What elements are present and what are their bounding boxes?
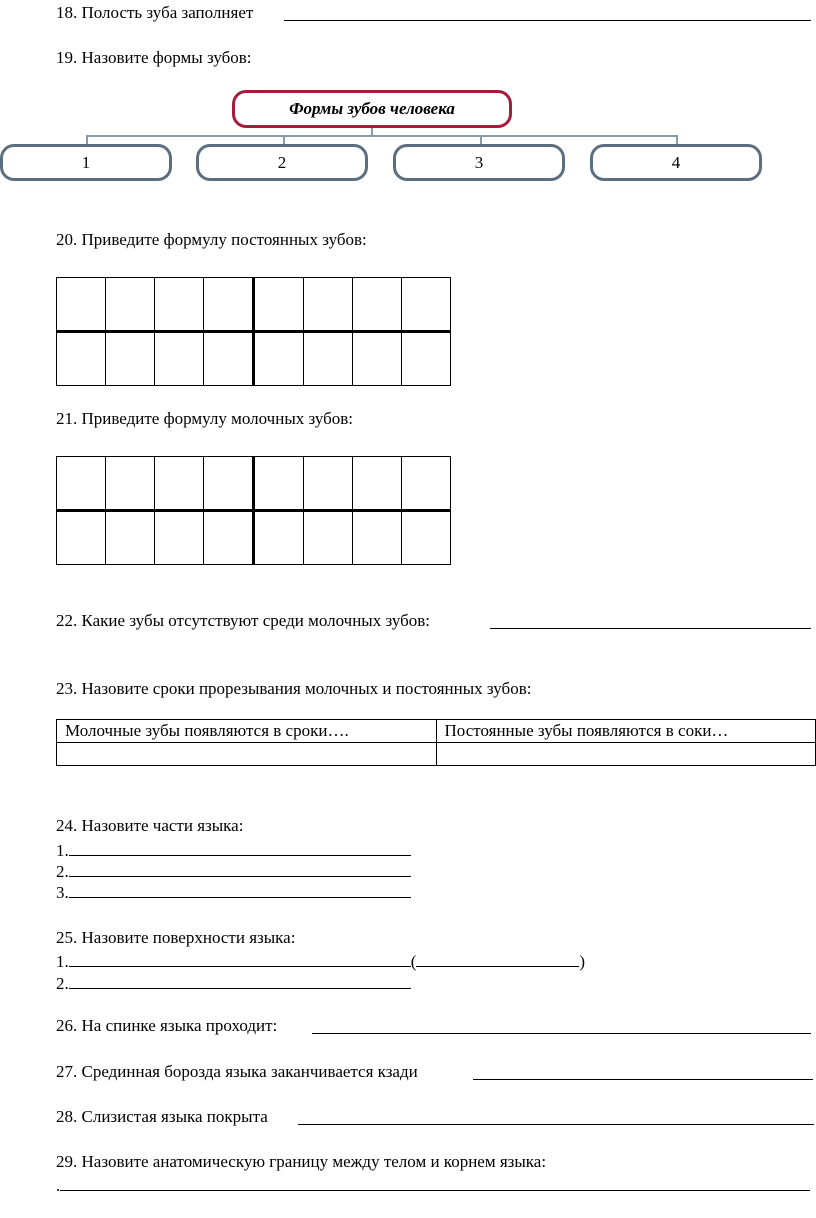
grid-cell[interactable] xyxy=(57,511,106,565)
paren-open: ( xyxy=(410,952,417,971)
grid-cell[interactable] xyxy=(254,332,304,386)
grid-cell[interactable] xyxy=(204,457,254,511)
grid-cell[interactable] xyxy=(155,332,204,386)
grid-cell[interactable] xyxy=(57,457,106,511)
question-19-text: 19. Назовите формы зубов: xyxy=(56,48,252,67)
grid-cell[interactable] xyxy=(353,332,402,386)
grid-cell[interactable] xyxy=(204,332,254,386)
form-box-3[interactable]: 3 xyxy=(393,144,565,181)
grid-cell[interactable] xyxy=(106,278,155,332)
question-28-text: 28. Слизистая языка покрыта xyxy=(56,1107,268,1126)
form-box-4[interactable]: 4 xyxy=(590,144,762,181)
grid-cell[interactable] xyxy=(304,332,353,386)
item-number: 3. xyxy=(56,883,69,902)
grid-cell[interactable] xyxy=(304,511,353,565)
question-29-text: 29. Назовите анатомическую границу между телом и корнем языка: xyxy=(56,1152,547,1171)
diagram-title-box: Формы зубов человека xyxy=(232,90,512,128)
connector-horizontal xyxy=(86,135,678,137)
grid-cell[interactable] xyxy=(106,457,155,511)
question-21-text: 21. Приведите формулу молочных зубов: xyxy=(56,409,354,428)
table-header-permanent: Постоянные зубы появляются в соки… xyxy=(436,720,816,743)
answer-line[interactable] xyxy=(69,861,411,877)
answer-line[interactable] xyxy=(69,840,411,856)
eruption-terms-table xyxy=(56,719,816,766)
list-item xyxy=(56,973,411,994)
grid-cell[interactable] xyxy=(106,332,155,386)
item-number: 1. xyxy=(56,841,69,860)
answer-line-22[interactable] xyxy=(490,628,811,629)
permanent-teeth-formula-grid[interactable] xyxy=(56,277,451,386)
grid-cell[interactable] xyxy=(155,511,204,565)
grid-cell[interactable] xyxy=(304,278,353,332)
grid-cell[interactable] xyxy=(402,278,451,332)
grid-cell[interactable] xyxy=(353,511,402,565)
answer-line-27[interactable] xyxy=(473,1079,813,1080)
list-item xyxy=(56,951,585,972)
table-cell-permanent-answer[interactable] xyxy=(436,743,816,766)
grid-cell[interactable] xyxy=(204,511,254,565)
answer-prefix: . xyxy=(56,1176,61,1195)
item-number: 1. xyxy=(56,952,69,971)
question-18 xyxy=(56,3,253,23)
list-item xyxy=(56,861,411,882)
question-23-text: 23. Назовите сроки прорезывания молочных и постоянных зубов: xyxy=(56,679,532,698)
grid-cell[interactable] xyxy=(155,457,204,511)
answer-line[interactable] xyxy=(69,973,411,989)
answer-line-18[interactable] xyxy=(284,20,811,21)
list-item xyxy=(56,840,411,861)
question-27-text: 27. Срединная борозда языка заканчивается кзади xyxy=(56,1062,418,1081)
grid-cell[interactable] xyxy=(353,278,402,332)
question-26-text: 26. На спинке языка проходит: xyxy=(56,1016,278,1035)
grid-cell[interactable] xyxy=(402,511,451,565)
grid-cell[interactable] xyxy=(155,278,204,332)
list-item xyxy=(56,882,411,903)
grid-cell[interactable] xyxy=(204,278,254,332)
answer-line-28[interactable] xyxy=(298,1124,814,1125)
grid-cell[interactable] xyxy=(304,457,353,511)
paren-close: ) xyxy=(579,952,586,971)
table-header-milk: Молочные зубы появляются в сроки…. xyxy=(57,720,437,743)
question-22-text: 22. Какие зубы отсутствуют среди молочных зубов: xyxy=(56,611,431,630)
grid-cell[interactable] xyxy=(254,278,304,332)
question-25-text: 25. Назовите поверхности языка: xyxy=(56,928,296,947)
item-number: 2. xyxy=(56,862,69,881)
grid-cell[interactable] xyxy=(402,457,451,511)
question-24-text: 24. Назовите части языка: xyxy=(56,816,244,835)
question-20-text: 20. Приведите формулу постоянных зубов: xyxy=(56,230,367,249)
answer-line-26[interactable] xyxy=(312,1033,811,1034)
milk-teeth-formula-grid[interactable] xyxy=(56,456,451,565)
grid-cell[interactable] xyxy=(57,278,106,332)
form-box-1[interactable]: 1 xyxy=(0,144,172,181)
grid-cell[interactable] xyxy=(254,511,304,565)
question-18-text: 18. Полость зуба заполняет xyxy=(56,3,254,22)
answer-line[interactable] xyxy=(69,882,411,898)
grid-cell[interactable] xyxy=(402,332,451,386)
item-number: 2. xyxy=(56,974,69,993)
answer-line-paren[interactable] xyxy=(416,951,579,967)
answer-29 xyxy=(56,1175,810,1196)
answer-line-29[interactable] xyxy=(60,1175,810,1191)
table-cell-milk-answer[interactable] xyxy=(57,743,437,766)
form-box-2[interactable]: 2 xyxy=(196,144,368,181)
grid-cell[interactable] xyxy=(254,457,304,511)
answer-line[interactable] xyxy=(69,951,411,967)
grid-cell[interactable] xyxy=(57,332,106,386)
grid-cell[interactable] xyxy=(353,457,402,511)
grid-cell[interactable] xyxy=(106,511,155,565)
